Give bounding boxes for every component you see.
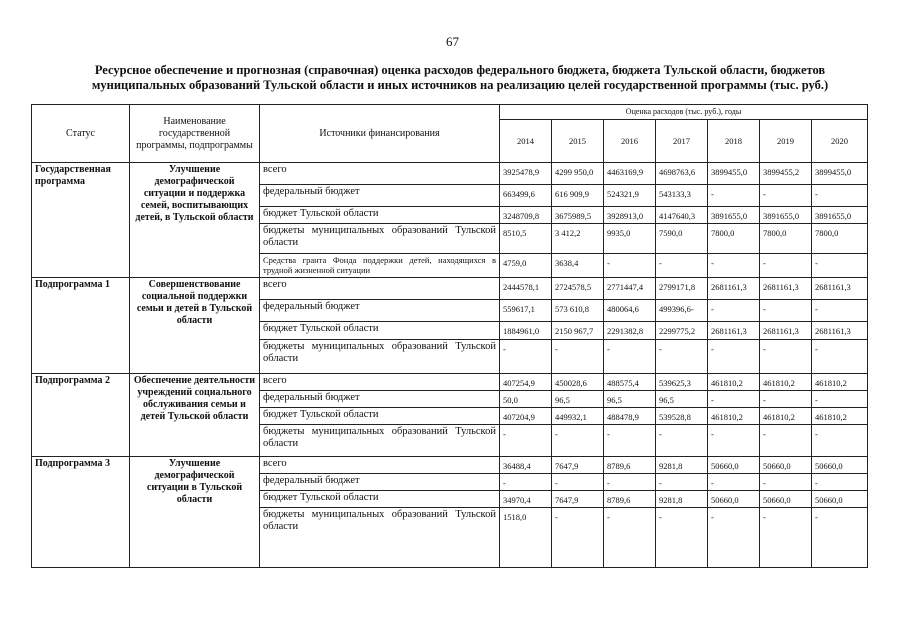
value-cell: 7800,0 xyxy=(708,224,760,254)
value-cell: 2299775,2 xyxy=(656,322,708,340)
source-cell: федеральный бюджет xyxy=(260,474,500,491)
value-cell: 499396,6- xyxy=(656,300,708,322)
value-cell: 461810,2 xyxy=(760,408,812,425)
value-cell: 539625,3 xyxy=(656,374,708,391)
value-cell: - xyxy=(552,425,604,457)
program-name-cell: Улучшение демографической ситуации и поддержка семей, воспитывающих детей, в Тульской области xyxy=(130,163,260,278)
value-cell: - xyxy=(552,508,604,568)
value-cell: 7800,0 xyxy=(760,224,812,254)
value-cell: 2799171,8 xyxy=(656,278,708,300)
value-cell: 3891655,0 xyxy=(760,207,812,224)
name-header: Наименование государственной программы, подпрограммы xyxy=(130,105,260,163)
source-cell: федеральный бюджет xyxy=(260,391,500,408)
value-cell: - xyxy=(760,508,812,568)
value-cell: 2681161,3 xyxy=(708,322,760,340)
value-cell: - xyxy=(708,425,760,457)
value-cell: 4698763,6 xyxy=(656,163,708,185)
value-cell: - xyxy=(500,474,552,491)
value-cell: 2724578,5 xyxy=(552,278,604,300)
value-cell: 488478,9 xyxy=(604,408,656,425)
source-cell: бюджет Тульской области xyxy=(260,322,500,340)
value-cell: 480064,6 xyxy=(604,300,656,322)
value-cell: - xyxy=(760,474,812,491)
value-cell: 2681161,3 xyxy=(812,278,868,300)
value-cell: - xyxy=(708,185,760,207)
value-cell: - xyxy=(656,340,708,374)
value-cell: - xyxy=(760,300,812,322)
value-cell: - xyxy=(708,300,760,322)
table-row xyxy=(32,457,868,474)
value-cell: - xyxy=(604,254,656,278)
table-row xyxy=(32,374,868,391)
value-cell: 3248709,8 xyxy=(500,207,552,224)
value-cell: 559617,1 xyxy=(500,300,552,322)
year-header: 2018 xyxy=(708,120,760,163)
value-cell: 96,5 xyxy=(656,391,708,408)
value-cell: 96,5 xyxy=(604,391,656,408)
value-cell: 4463169,9 xyxy=(604,163,656,185)
value-cell: 2681161,3 xyxy=(760,278,812,300)
table-body xyxy=(32,163,868,568)
value-cell: 3928913,0 xyxy=(604,207,656,224)
value-cell: 36488,4 xyxy=(500,457,552,474)
program-name-cell: Совершенствование социальной поддержки семьи и детей в Тульской области xyxy=(130,278,260,374)
value-cell: - xyxy=(708,391,760,408)
value-cell: - xyxy=(708,254,760,278)
value-cell: 4759,0 xyxy=(500,254,552,278)
year-header: 2016 xyxy=(604,120,656,163)
table-row xyxy=(32,278,868,300)
source-cell: бюджеты муниципальных образований Тульской области xyxy=(260,340,500,374)
program-name-cell: Улучшение демографической ситуации в Тульской области xyxy=(130,457,260,568)
value-cell: - xyxy=(812,340,868,374)
source-cell: Средства гранта Фонда поддержки детей, находящихся в трудной жизненной ситуации xyxy=(260,254,500,278)
value-cell: 7590,0 xyxy=(656,224,708,254)
source-cell: федеральный бюджет xyxy=(260,300,500,322)
value-cell: - xyxy=(760,185,812,207)
value-cell: 9281,8 xyxy=(656,457,708,474)
value-cell: 1518,0 xyxy=(500,508,552,568)
value-cell: 663499,6 xyxy=(500,185,552,207)
value-cell: 2771447,4 xyxy=(604,278,656,300)
status-cell: Подпрограмма 3 xyxy=(32,457,130,568)
value-cell: 2291382,8 xyxy=(604,322,656,340)
value-cell: 50660,0 xyxy=(760,457,812,474)
value-cell: 616 909,9 xyxy=(552,185,604,207)
document-title: Ресурсное обеспечение и прогнозная (справочная) оценка расходов федерального бюджета, бюджета Тульской области, бюджетов муниципальных образований Тульской области и иных источников на реализацию целей государственной программы (тыс. руб.) xyxy=(91,63,829,92)
value-cell: 7647,9 xyxy=(552,457,604,474)
value-cell: 4147640,3 xyxy=(656,207,708,224)
source-cell: бюджеты муниципальных образований Тульской области xyxy=(260,508,500,568)
source-cell: всего xyxy=(260,374,500,391)
value-cell: 9935,0 xyxy=(604,224,656,254)
value-cell: 7800,0 xyxy=(812,224,868,254)
year-header: 2019 xyxy=(760,120,812,163)
value-cell: 2444578,1 xyxy=(500,278,552,300)
source-cell: федеральный бюджет xyxy=(260,185,500,207)
value-cell: 461810,2 xyxy=(708,374,760,391)
value-cell: 461810,2 xyxy=(812,374,868,391)
value-cell: 3891655,0 xyxy=(812,207,868,224)
value-cell: - xyxy=(812,391,868,408)
value-cell: - xyxy=(812,508,868,568)
value-cell: 3 412,2 xyxy=(552,224,604,254)
value-cell: - xyxy=(760,425,812,457)
value-cell: - xyxy=(552,474,604,491)
value-cell: 488575,4 xyxy=(604,374,656,391)
value-cell: 1884961,0 xyxy=(500,322,552,340)
estimate-header: Оценка расходов (тыс. руб.), годы xyxy=(500,105,868,120)
value-cell: - xyxy=(604,508,656,568)
status-cell: Государственная программа xyxy=(32,163,130,278)
value-cell: 4299 950,0 xyxy=(552,163,604,185)
value-cell: 50660,0 xyxy=(708,491,760,508)
source-cell: бюджет Тульской области xyxy=(260,491,500,508)
value-cell: - xyxy=(604,474,656,491)
source-cell: бюджет Тульской области xyxy=(260,408,500,425)
value-cell: 50660,0 xyxy=(812,457,868,474)
value-cell: 8789,6 xyxy=(604,457,656,474)
value-cell: 407254,9 xyxy=(500,374,552,391)
value-cell: 461810,2 xyxy=(812,408,868,425)
value-cell: 2150 967,7 xyxy=(552,322,604,340)
year-header: 2015 xyxy=(552,120,604,163)
value-cell: - xyxy=(812,185,868,207)
value-cell: - xyxy=(708,340,760,374)
value-cell: 450028,6 xyxy=(552,374,604,391)
source-cell: всего xyxy=(260,163,500,185)
source-cell: бюджет Тульской области xyxy=(260,207,500,224)
source-cell: всего xyxy=(260,457,500,474)
value-cell: - xyxy=(812,425,868,457)
value-cell: - xyxy=(812,300,868,322)
value-cell: - xyxy=(604,425,656,457)
value-cell: 8510,5 xyxy=(500,224,552,254)
value-cell: - xyxy=(656,254,708,278)
value-cell: - xyxy=(812,254,868,278)
value-cell: 8789,6 xyxy=(604,491,656,508)
value-cell: 524321,9 xyxy=(604,185,656,207)
value-cell: 96,5 xyxy=(552,391,604,408)
value-cell: 50660,0 xyxy=(812,491,868,508)
source-cell: бюджеты муниципальных образований Тульской области xyxy=(260,224,500,254)
program-name-cell: Обеспечение деятельности учреждений социального обслуживания семьи и детей Тульской области xyxy=(130,374,260,457)
value-cell: - xyxy=(500,425,552,457)
value-cell: 449932,1 xyxy=(552,408,604,425)
value-cell: 3899455,0 xyxy=(812,163,868,185)
value-cell: 543133,3 xyxy=(656,185,708,207)
value-cell: 2681161,3 xyxy=(812,322,868,340)
value-cell: 9281,8 xyxy=(656,491,708,508)
value-cell: - xyxy=(708,474,760,491)
value-cell: - xyxy=(552,340,604,374)
year-header: 2017 xyxy=(656,120,708,163)
value-cell: 407204,9 xyxy=(500,408,552,425)
value-cell: 2681161,3 xyxy=(760,322,812,340)
status-cell: Подпрограмма 1 xyxy=(32,278,130,374)
source-cell: бюджеты муниципальных образований Тульской области xyxy=(260,425,500,457)
year-header: 2020 xyxy=(812,120,868,163)
value-cell: 461810,2 xyxy=(708,408,760,425)
value-cell: 461810,2 xyxy=(760,374,812,391)
value-cell: - xyxy=(656,425,708,457)
value-cell: 3899455,2 xyxy=(760,163,812,185)
value-cell: - xyxy=(604,340,656,374)
header-row xyxy=(32,105,868,120)
table-row xyxy=(32,163,868,185)
sources-header: Источники финансирования xyxy=(260,105,500,163)
value-cell: - xyxy=(812,474,868,491)
status-header: Статус xyxy=(32,105,130,163)
status-cell: Подпрограмма 2 xyxy=(32,374,130,457)
value-cell: 50660,0 xyxy=(708,457,760,474)
year-header: 2014 xyxy=(500,120,552,163)
value-cell: 3638,4 xyxy=(552,254,604,278)
value-cell: - xyxy=(760,391,812,408)
value-cell: 3675989,5 xyxy=(552,207,604,224)
value-cell: 3891655,0 xyxy=(708,207,760,224)
value-cell: 2681161,3 xyxy=(708,278,760,300)
value-cell: 3899455,0 xyxy=(708,163,760,185)
value-cell: 50660,0 xyxy=(760,491,812,508)
source-cell: всего xyxy=(260,278,500,300)
budget-table xyxy=(31,104,868,568)
value-cell: - xyxy=(760,254,812,278)
page-number: 67 xyxy=(446,34,459,49)
value-cell: 573 610,8 xyxy=(552,300,604,322)
value-cell: 539528,8 xyxy=(656,408,708,425)
value-cell: 7647,9 xyxy=(552,491,604,508)
value-cell: - xyxy=(708,508,760,568)
value-cell: - xyxy=(656,474,708,491)
value-cell: 50,0 xyxy=(500,391,552,408)
value-cell: 3925478,9 xyxy=(500,163,552,185)
value-cell: 34970,4 xyxy=(500,491,552,508)
value-cell: - xyxy=(760,340,812,374)
value-cell: - xyxy=(656,508,708,568)
value-cell: - xyxy=(500,340,552,374)
